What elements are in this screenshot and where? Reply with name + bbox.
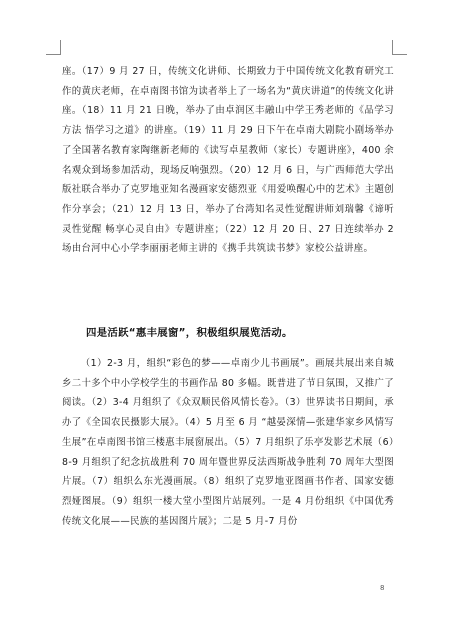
section-heading: 四是活跃“惠丰展窗”，积极组织展览活动。 [86,327,293,339]
paragraph: （1）2-3 月，组织“彩色的梦——卓南少儿书画展”。画展共展出来自城乡二十多个中小学校学生的书画作品 80 多幅。既普进了节日氛围，又推广了阅读。（2）3-4 月组织了《众双顺民俗风情长卷》。（3）世界读书日期间，承办了《全国农民摄影大展》。（4）5 月至 6 月 “越晏深情—张建华家乡风情写生展”在卓南图书馆三楼惠丰展窗展出。（5）7 月组织了乐亭发影艺术展（6）8-9 月组织了纪念抗战胜利 70 周年暨世界反法西斯战争胜利 70 周年大型图片展。（7）组织么东光漫画展。（8）组织了克罗地亚图画书作者、国家安德烈娅图展。（9）组织一楼大堂小型图片站展列。一是 4 月份组织《中国优秀传统文化展——民族的基因图片展》；二是 5 月-7 月份 [62,358,394,527]
page-number: 8 [380,584,385,592]
paragraph: 座。（17）9 月 27 日，传统文化讲师、长期致力于中国传统文化教育研究工作的黄庆老师，在卓南图书馆为读者举上了一场名为“黄庆讲道”的传统文化讲座。（18）11 月 21 日晚，举办了由卓润区丰融山中学王秀老师的《品学习方法 悟学习之道》的讲座。（19）11 月 29 日下午在卓南大剧院小剧场举办了全国著名教育家陶继新老师的《读写卓星教师（家长）专题讲座》，400 余名观众到场参加活动，现场反响强烈。（20）12 月 6 日，与广西师范大学出版社联合举办了克罗地亚知名漫画家安德烈亚《用爱唤醒心中的艺术》主题创作分享会；（21）12 月 13 日，举办了台湾知名灵性觉醒讲师刘瑞馨《谛听灵性觉醒 畅享心灵自由》专题讲座；（22）12 月 20 日、27 日连续举办 2 场由台河中心小学李丽丽老师主讲的《携手共筑读书梦》家校公益讲座。 [62,66,394,255]
body-text-top [62,62,394,259]
body-text-bottom [62,354,394,531]
crop-mark-top-right [392,40,407,55]
crop-mark-top-left [46,40,61,55]
